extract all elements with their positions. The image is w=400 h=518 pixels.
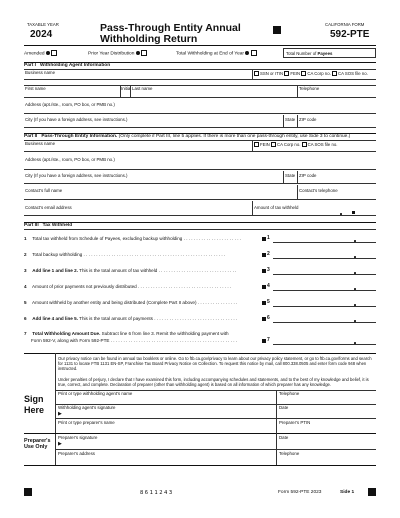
line-7-cont: Form 592-V, along with Form 592-PTE . . . . . . . . . . . . . . . . . . . . . . . . . . . . . . . . . . . . . . . . . . . . . . . . . .	[31, 338, 238, 343]
contact-name-label: Contact's full name	[25, 188, 63, 193]
agent-initial-label: Initial	[121, 86, 132, 91]
bullet-icon	[46, 51, 50, 55]
total-payees-field[interactable]: Total Number of Payees	[283, 48, 376, 58]
pte-city-label: City (If you have a foreign address, see instructions.)	[25, 173, 128, 178]
amended-option[interactable]: Amended	[24, 50, 57, 57]
amended-checkbox[interactable]	[51, 50, 57, 56]
sign-label: Sign	[24, 394, 44, 404]
sign-telephone-label: Telephone	[279, 391, 300, 396]
agent-city-label: City (If you have a foreign address, see instructions.)	[25, 117, 128, 122]
part1-heading: Part I Withholding Agent Information	[24, 63, 111, 68]
preparer-signature-arrow-icon: ▶	[58, 441, 62, 447]
ca-sos-checkbox[interactable]	[332, 71, 337, 76]
footer-side: Side 1	[340, 490, 355, 495]
total-withholding-checkbox[interactable]	[251, 50, 257, 56]
pte-state-label: State	[285, 173, 296, 178]
scan-mark	[273, 26, 281, 34]
part3-heading: Part III Tax Withheld	[24, 223, 73, 228]
agent-address-field[interactable]	[24, 108, 376, 113]
prior-year-checkbox[interactable]	[141, 50, 147, 56]
pte-id-type-options[interactable]: FEIN CA Corp no. CA SOS file no.	[254, 142, 337, 147]
form-title-line2: Withholding Return	[100, 33, 198, 45]
ca-corp-checkbox[interactable]	[301, 71, 306, 76]
line-5-amount-field[interactable]	[273, 306, 376, 307]
prior-year-option[interactable]: Prior Year Distribution	[88, 50, 147, 57]
line-5: 5 Amount withheld by another entity and being distributed (Complete Part II above) . . . . . . . . . . . . . . . .	[24, 300, 238, 305]
line-3: 3 Add line 1 and line 2. This is the total amount of tax withheld . . . . . . . . . . . . . . . . . . . . . . . . . . . . . . .	[24, 268, 237, 273]
line-4-amount-field[interactable]	[273, 290, 376, 291]
agent-address-label: Address (apt./ste., room, PO box, or PMB no.)	[25, 102, 115, 107]
line-6: 6 Add line 4 and line 5. This is the total amount of payments . . . . . . . . . . . . . . . . . . . . . . . . . . . . . . . . .	[24, 316, 238, 321]
sign-date-label: Date	[279, 405, 289, 410]
contact-phone-label: Contact's telephone	[299, 188, 338, 193]
preparer-use-label2: Use Only	[24, 444, 48, 450]
part2-heading: Part II Pass-Through Entity Information. (Only complete if Part III, line 5 applies. If there is more than one pass-through entity, use Side 3 to continue.)	[24, 134, 351, 139]
agent-business-name-field[interactable]	[24, 79, 376, 84]
line-2-amount-field[interactable]	[273, 258, 376, 259]
agent-id-type-options[interactable]: SSN or ITIN FEIN CA Corp no. CA SOS file no.	[254, 71, 368, 76]
agent-name-label: Print or type withholding agent's name	[58, 391, 133, 396]
total-withholding-option[interactable]: Total Withholding at End of Year	[176, 50, 257, 57]
footer-form-label: Form 592-PTE 2023	[278, 490, 322, 495]
agent-signature-field[interactable]	[66, 410, 271, 416]
agent-first-name-label: First name	[25, 86, 46, 91]
line-1-amount-field[interactable]	[273, 242, 376, 243]
preparer-use-label1: Preparer's	[24, 438, 51, 444]
agent-telephone-label: Telephone	[299, 86, 320, 91]
pte-ca-sos-checkbox[interactable]	[302, 142, 307, 147]
line-4: 4 Amount of prior payments not previously distributed . . . . . . . . . . . . . . . . . . . . . . . . . . . . . . . . . . . . .	[24, 284, 232, 289]
agent-zip-label: ZIP code	[299, 117, 317, 122]
agent-business-name-label: Business name	[25, 70, 56, 75]
pte-address-label: Address (apt./ste., room, PO box, or PMB no.)	[25, 157, 115, 162]
line-1: 1 Total tax withheld from Schedule of Payees, excluding backup withholding . . . . . . . . . . . . . . . . . . . . . . .	[24, 236, 242, 241]
pte-ca-corp-checkbox[interactable]	[271, 142, 276, 147]
scan-mark-bottom-right	[368, 488, 376, 496]
line-6-amount-field[interactable]	[273, 322, 376, 323]
taxable-year-label: TAXABLE YEAR	[27, 22, 59, 27]
pte-zip-label: ZIP code	[299, 173, 317, 178]
line-7-amount-field[interactable]	[273, 344, 376, 345]
preparer-signature-field[interactable]	[66, 440, 271, 446]
agent-signature-label: Withholding agent's signature	[58, 405, 116, 410]
agent-signature-arrow-icon: ▶	[58, 411, 62, 417]
ssn-checkbox[interactable]	[254, 71, 259, 76]
bullet-icon	[245, 51, 249, 55]
tax-year: 2024	[30, 29, 53, 40]
pte-business-name-label: Business name	[25, 141, 56, 146]
line-7: 7 Total Withholding Amount Due. Subtract line 6 from line 3. Remit the withholding payment with	[24, 331, 229, 336]
scan-mark-bottom-left	[24, 488, 32, 496]
california-form-label: CALIFORNIA FORM	[325, 22, 365, 27]
bullet-icon	[136, 51, 140, 55]
preparer-name-label: Print or type preparer's name	[58, 420, 115, 425]
form-title-line1: Pass-Through Entity Annual	[100, 22, 241, 34]
pte-fein-checkbox[interactable]	[254, 142, 259, 147]
amount-withheld-label: Amount of tax withheld	[254, 205, 299, 210]
perjury-statement: Under penalties of perjury, I declare that I have examined this form, including accompanying schedules and statements, and to the best of my knowledge and belief, it is true, correct, and complete. Declaration of preparer (other than withholding agent) is based on all information of which preparer has any knowledge.	[58, 377, 369, 387]
fein-checkbox[interactable]	[284, 71, 289, 76]
line-2: 2 Total backup withholding . . . . . . . . . . . . . . . . . . . . . . . . . . . . . . . . . . . . . . . . . . . . . . . . . . . . . . . .	[24, 252, 226, 257]
preparer-ptin-label: Preparer's PTIN	[279, 420, 311, 425]
agent-state-label: State	[285, 117, 296, 122]
pte-address-field[interactable]	[24, 163, 376, 169]
preparer-address-label: Preparer's address	[58, 451, 95, 456]
contact-email-label: Contact's email address	[25, 205, 72, 210]
barcode-number: 8611243	[140, 490, 174, 496]
privacy-notice: Our privacy notice can be found in annual tax booklets or online. Go to ftb.ca.gov/privacy to learn about our privacy policy statement, or go to ftb.ca.gov/forms and search for 1131 to locate FTB 1131 EN-SP, Franchise Tax Board Privacy Notice on Collection. To request this notice by mail, call 800.338.0505 and enter form code 948 when instructed.	[58, 356, 372, 371]
preparer-signature-label: Preparer's signature	[58, 435, 98, 440]
preparer-telephone-label: Telephone	[279, 451, 300, 456]
preparer-date-label: Date	[279, 435, 289, 440]
line-3-amount-field[interactable]	[273, 274, 376, 275]
form-number: 592-PTE	[330, 29, 370, 40]
here-label: Here	[24, 405, 45, 415]
agent-last-name-label: Last name	[132, 86, 153, 91]
